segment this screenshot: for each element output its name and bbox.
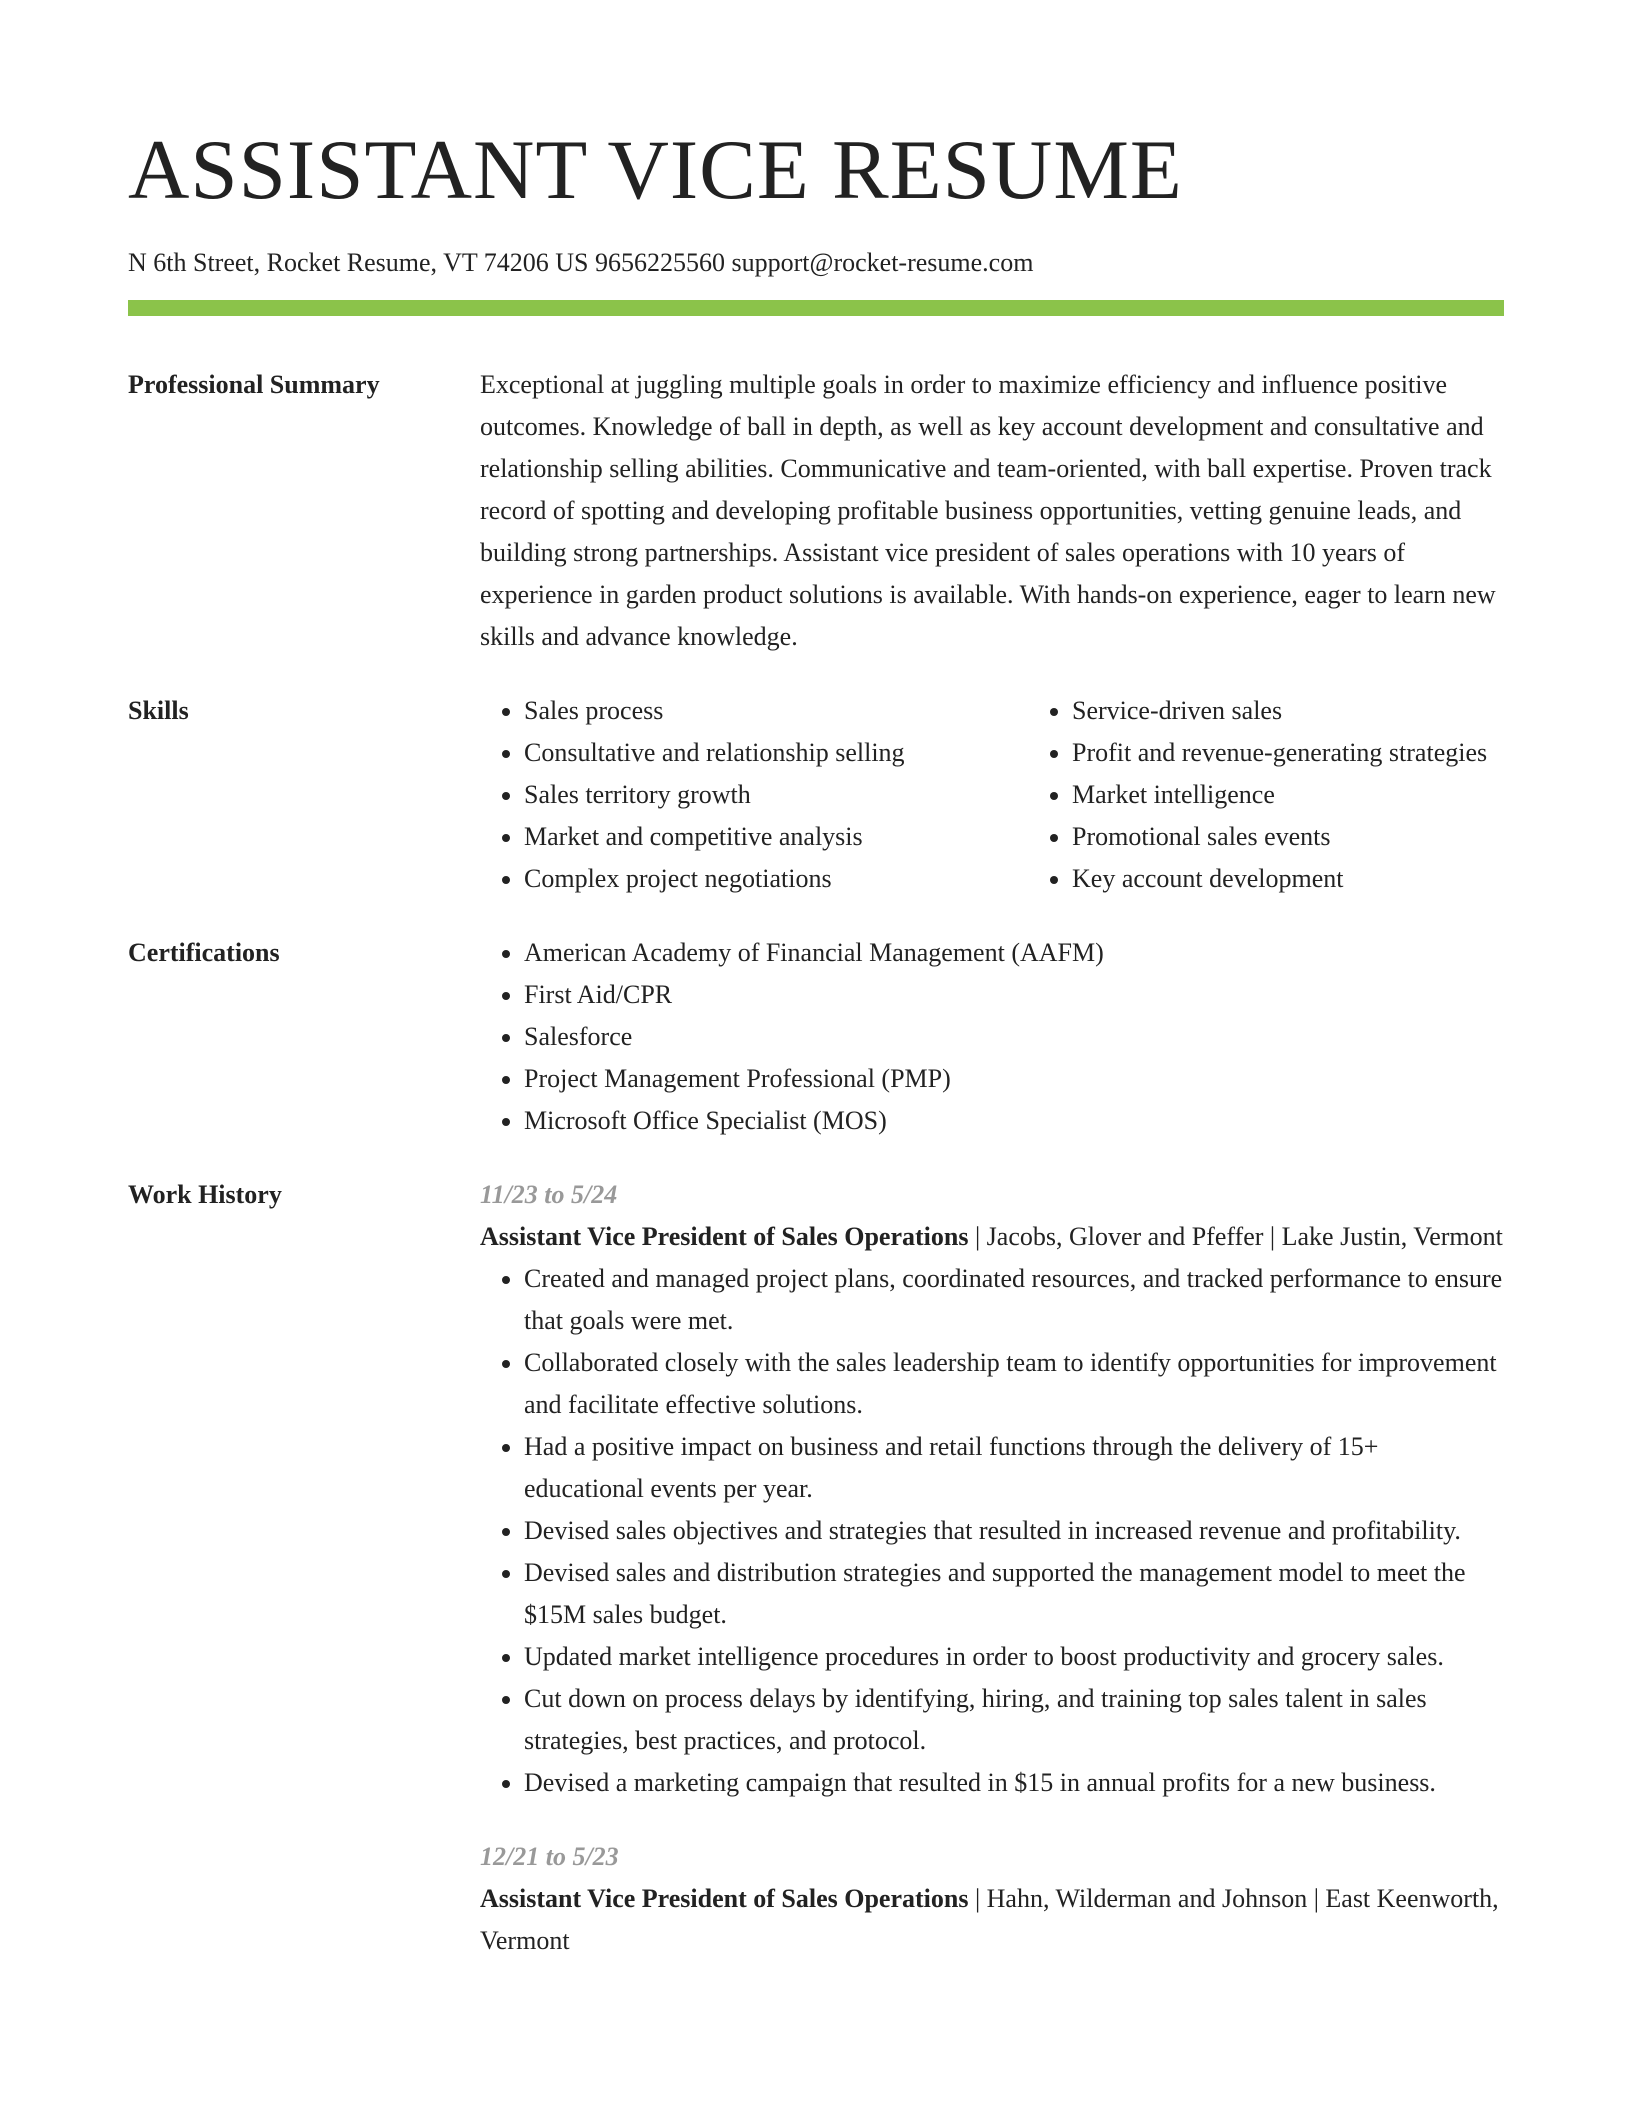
skill-item: • Key account development (1072, 858, 1576, 900)
resume-name: ASSISTANT VICE RESUME (128, 123, 1183, 217)
job-responsibilities (480, 1258, 1504, 1804)
section-label-work-history: Work History (128, 1180, 282, 1209)
responsibility-item: • Had a positive impact on business and retail functions through the delivery of 15+ educational events per year. (524, 1426, 1504, 1510)
job-dates: 11/23 to 5/24 (480, 1180, 618, 1209)
responsibility-item: • Cut down on process delays by identifying, hiring, and training top sales talent in sales strategies, best practices, and protocol. (524, 1678, 1504, 1762)
job-heading (480, 1878, 1504, 1962)
skill-item: • Sales process (524, 690, 1028, 732)
job-dates: 12/21 to 5/23 (480, 1842, 619, 1871)
certification-item: • Salesforce (524, 1016, 1504, 1058)
skills-list-right (1028, 690, 1576, 900)
contact-line: N 6th Street, Rocket Resume, VT 74206 US 9656225560 support@rocket-resume.com (128, 248, 1034, 277)
section-label-summary: Professional Summary (128, 370, 380, 399)
work-history-body (480, 1174, 1504, 1962)
certifications-body (480, 932, 1504, 1142)
skills-section (128, 690, 1504, 900)
skill-item: • Market and competitive analysis (524, 816, 1028, 858)
skill-item: • Market intelligence (1072, 774, 1576, 816)
accent-divider (128, 300, 1504, 316)
skills-columns (480, 690, 1576, 900)
certifications-section (128, 932, 1504, 1142)
section-label-certifications: Certifications (128, 938, 280, 967)
resume-page (128, 0, 1504, 1962)
certifications-list (480, 932, 1504, 1142)
summary-section (128, 364, 1504, 658)
certification-item: • First Aid/CPR (524, 974, 1504, 1016)
work-history-section (128, 1174, 1504, 1962)
skills-list-left (480, 690, 1028, 900)
summary-text: Exceptional at juggling multiple goals in order to maximize efficiency and influence positive outcomes. Knowledge of ball in depth, as well as key account development and consultative and relationship selling abilities. Communicative and team-oriented, with ball expertise. Proven track record of spotting and developing profitable business opportunities, vetting genuine leads, and building strong partnerships. Assistant vice president of sales operations with 10 years of experience in garden product solutions is available. With hands-on experience, eager to learn new skills and advance knowledge. (480, 370, 1496, 651)
job-entry (480, 1174, 1504, 1804)
job-company-location: | Hahn, Wilderman and Johnson | East Keenworth, Vermont (480, 1884, 1499, 1955)
skill-item: • Consultative and relationship selling (524, 732, 1028, 774)
responsibility-item: • Updated market intelligence procedures in order to boost productivity and grocery sales. (524, 1636, 1504, 1678)
job-heading (480, 1216, 1504, 1258)
skill-item: • Complex project negotiations (524, 858, 1028, 900)
skill-item: • Service-driven sales (1072, 690, 1576, 732)
skills-body (480, 690, 1576, 900)
job-title: Assistant Vice President of Sales Operations (480, 1222, 969, 1251)
certification-item: • Project Management Professional (PMP) (524, 1058, 1504, 1100)
responsibility-item: • Created and managed project plans, coordinated resources, and tracked performance to ensure that goals were met. (524, 1258, 1504, 1342)
responsibility-item: • Collaborated closely with the sales leadership team to identify opportunities for improvement and facilitate effective solutions. (524, 1342, 1504, 1426)
job-title: Assistant Vice President of Sales Operations (480, 1884, 969, 1913)
section-label-skills: Skills (128, 696, 189, 725)
skill-item: • Promotional sales events (1072, 816, 1576, 858)
skill-item: • Profit and revenue-generating strategies (1072, 732, 1576, 774)
responsibility-item: • Devised a marketing campaign that resulted in $15 in annual profits for a new business. (524, 1762, 1504, 1804)
job-entry (480, 1836, 1504, 1962)
certification-item: • Microsoft Office Specialist (MOS) (524, 1100, 1504, 1142)
responsibility-item: • Devised sales objectives and strategies that resulted in increased revenue and profitability. (524, 1510, 1504, 1552)
responsibility-item: • Devised sales and distribution strategies and supported the management model to meet the $15M sales budget. (524, 1552, 1504, 1636)
skill-item: • Sales territory growth (524, 774, 1028, 816)
job-company-location: | Jacobs, Glover and Pfeffer | Lake Justin, Vermont (968, 1222, 1503, 1251)
certification-item: • American Academy of Financial Management (AAFM) (524, 932, 1504, 974)
